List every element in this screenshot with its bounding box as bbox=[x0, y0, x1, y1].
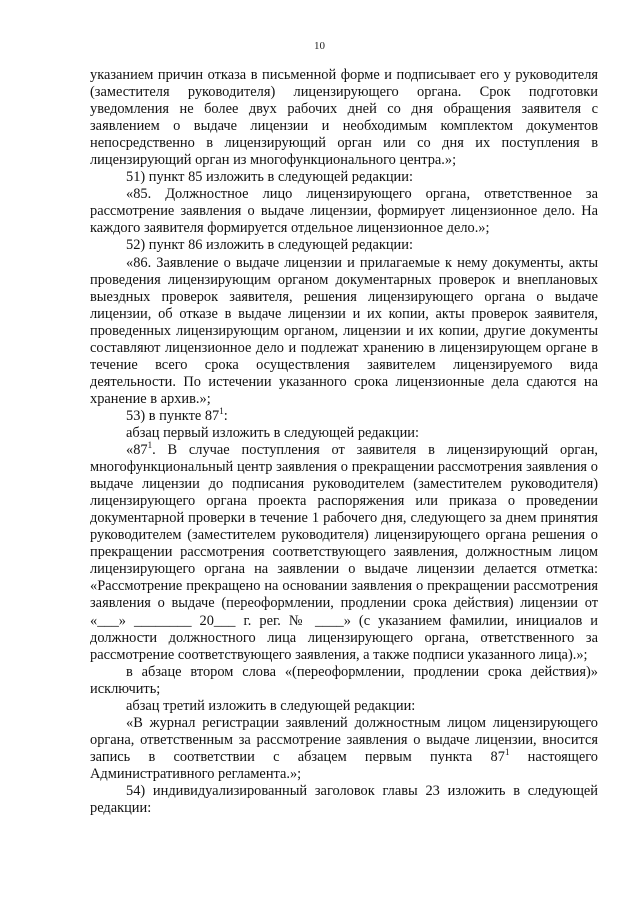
quoted-clause-87-1 bbox=[90, 442, 598, 664]
paragraph: абзац первый изложить в следующей редакции: bbox=[126, 424, 420, 441]
page-number: 10 bbox=[314, 40, 325, 52]
paragraph-text: 53) в пункте 87 bbox=[126, 407, 220, 424]
document-body bbox=[90, 67, 598, 817]
paragraph-text: «87 bbox=[126, 442, 148, 459]
paragraph-text: : bbox=[223, 407, 228, 424]
paragraph: указанием причин отказа в письменной форме и подписывает его у руководителя (заместителя руководителя) лицензирующего органа. Срок подготовки уведомления не более двух рабочих дней со дня обращения заявителя с заявлением о выдаче лицензии и необходимым комплектом документов непосредственно в лицензирующий орган или со дня их поступления в лицензирующий орган из многофункционального центра.»; bbox=[90, 67, 598, 169]
amendment-item-51: 51) пункт 85 изложить в следующей редакции: bbox=[126, 169, 413, 186]
paragraph-text: «В журнал регистрации заявлений должностным лицом лицензирующего органа, ответственным за рассмотрение заявления о выдаче лицензии, вносится запись в соответствии с абзацем первым пункта 87 bbox=[90, 714, 598, 765]
quoted-paragraph bbox=[90, 715, 598, 783]
paragraph-text: . В случае поступления от заявителя в лицензирующий орган, многофункциональный центр заявления о прекращении рассмотрения заявления о выдаче лицензии до подписания руководителем (заместителем руководителя) лицензирующего органа проекта распоряжения или приказа о проведении документарной проверки в течение 1 рабочего дня, следующего за днем принятия руководителем (заместителем руководителя) лицензирующего органа решения о прекращении рассмотрения соответствующего заявления, должностным лицом лицензирующего органа на заявлении о выдаче лицензии делается отметка: «Рассмотрение прекращено на основании заявления о прекращении рассмотрения заявления о выдаче (переоформлении, продлении срока действия) лицензии от «___» ________ 20___ г. рег. № ____» (с указанием фамилии, инициалов и должности должностного лица лицензирующего органа, ответственного за рассмотрение соответствующего заявления, а также подписи указанного лица).»; bbox=[90, 442, 598, 663]
paragraph-text: настоящего Административного регламента.»; bbox=[90, 748, 599, 782]
paragraph: в абзаце втором слова «(переоформлении, продлении срока действия)» исключить; bbox=[90, 663, 598, 697]
superscript: 1 bbox=[219, 406, 224, 417]
amendment-item-54: 54) индивидуализированный заголовок главы 23 изложить в следующей редакции: bbox=[90, 782, 598, 817]
amendment-item-52: 52) пункт 86 изложить в следующей редакции: bbox=[126, 237, 413, 254]
quoted-clause-86: «86. Заявление о выдаче лицензии и прилагаемые к нему документы, акты проведения лицензирующим органом документарных проверок и внеплановых выездных проверок заявителя, решения лицензирующего органа о выдаче лицензии, об отказе в выдаче лицензии и их копии, акты проверок заявителя, проведенных лицензирующим органом, лицензии и их копии, другие документы составляют лицензионное дело и подлежат хранению в лицензирующем органе в течение всего срока осуществления заявителем лицензируемого вида деятельности. По истечении указанного срока лицензионные дела сдаются на хранение в архив.»; bbox=[90, 254, 598, 407]
amendment-item-53 bbox=[90, 408, 598, 425]
superscript: 1 bbox=[504, 747, 510, 758]
paragraph: абзац третий изложить в следующей редакции: bbox=[126, 697, 416, 714]
quoted-clause-85: «85. Должностное лицо лицензирующего органа, ответственное за рассмотрение заявления о выдаче лицензии, формирует лицензионное дело. На каждого заявителя формируется отдельное лицензионное дело.»; bbox=[90, 186, 598, 237]
superscript: 1 bbox=[147, 440, 153, 451]
